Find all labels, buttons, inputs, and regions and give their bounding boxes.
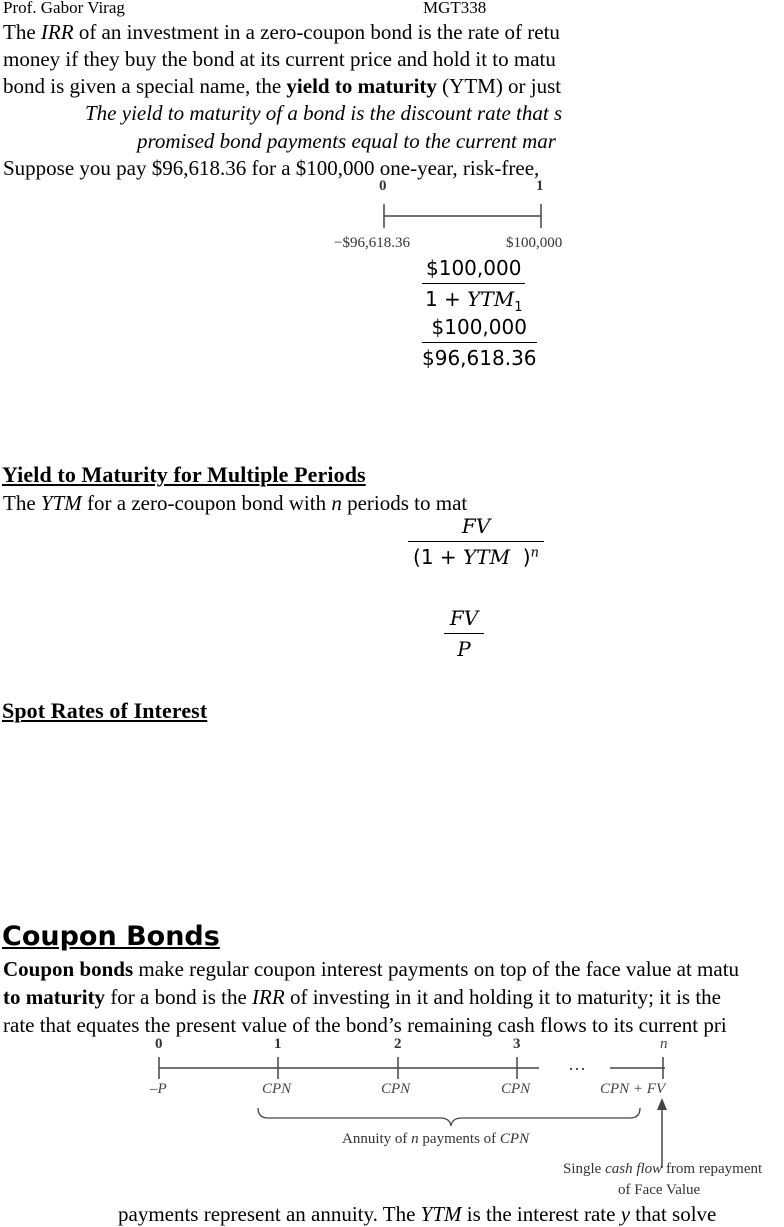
timeline-1-cf-1: $100,000 — [506, 235, 563, 251]
formula-price-numerator: $100,000 — [422, 315, 537, 343]
ytm-definition-line-1: The yield to maturity of a bond is the discount rate that s — [85, 101, 563, 125]
formula-fv-numerator: FV — [408, 514, 544, 542]
timeline-2-cf-3: CPN — [501, 1081, 531, 1097]
timeline-2-tick-1: 1 — [274, 1036, 282, 1052]
ytm-definition-line-2: promised bond payments equal to the current mar — [137, 129, 556, 153]
formula-ytm1-numerator: $100,000 — [422, 256, 525, 284]
timeline-2-cf-n: CPN + FV — [600, 1081, 666, 1097]
timeline-2-tick-n: n — [660, 1036, 668, 1052]
formula-fv-denominator: (1 + YTM )$^n$ — [413, 545, 539, 569]
timeline-2-single-cf-label: Single cash flow from repayment — [563, 1161, 763, 1177]
intro-line-1: The IRR of an investment in a zero-coupon bond is the rate of retu — [3, 20, 560, 44]
section-title-coupon-bonds: Coupon Bonds — [2, 921, 220, 952]
timeline-2-cf-2: CPN — [381, 1081, 411, 1097]
formula-ytm1-fraction — [422, 256, 525, 315]
formula-price-ratio — [422, 315, 537, 370]
timeline-1-tick-0: 0 — [379, 178, 387, 194]
timeline-1-axis — [378, 196, 548, 236]
intro-line-2: money if they buy the bond at its current price and hold it to matu — [3, 47, 556, 71]
formula-fv-over-p-numerator: FV — [444, 606, 484, 634]
formula-price-denominator: $96,618.36 — [422, 346, 537, 370]
coupon-line-3: rate that equates the present value of the bond’s remaining cash flows to its current pri — [3, 1013, 727, 1037]
coupon-line-2: to maturity for a bond is the IRR of investing in it and holding it to maturity; it is the — [3, 985, 722, 1009]
formula-ytm1-denominator: $1 + YTM_1$ — [424, 287, 523, 315]
timeline-2-tick-3: 3 — [513, 1036, 521, 1052]
timeline-2-tick-2: 2 — [394, 1036, 402, 1052]
section-title-multiple-periods: Yield to Maturity for Multiple Periods — [2, 462, 366, 487]
timeline-1-tick-1: 1 — [536, 178, 544, 194]
timeline-1-cf-0: −$96,618.36 — [334, 235, 410, 251]
formula-fv-over-p-denominator: P — [457, 637, 471, 661]
intro-line-3: bond is given a special name, the yield to maturity (YTM) or just — [3, 74, 562, 98]
timeline-2-tick-0: 0 — [155, 1036, 163, 1052]
timeline-2-cf-0: –P — [150, 1081, 167, 1097]
header-course: MGT338 — [423, 0, 487, 17]
timeline-2-face-value-label: of Face Value — [618, 1182, 701, 1198]
timeline-2-annuity-label: Annuity of n payments of CPN — [342, 1131, 530, 1147]
formula-fv-over-p — [444, 606, 484, 661]
suppose-line: Suppose you pay $96,618.36 for a $100,000 one-year, risk-free, — [3, 156, 540, 180]
section-title-spot-rates: Spot Rates of Interest — [2, 698, 208, 723]
multi-line-1: The YTM for a zero-coupon bond with n periods to mat — [3, 491, 468, 515]
timeline-2-cf-1: CPN — [262, 1081, 292, 1097]
formula-fv-discount — [408, 514, 544, 569]
header-author: Prof. Gabor Virag — [3, 0, 125, 17]
coupon-line-1: Coupon bonds make regular coupon interest payments on top of the face value at matu — [3, 957, 740, 981]
timeline-2-ellipsis: … — [568, 1054, 586, 1074]
coupon-last-line: payments represent an annuity. The YTM is the interest rate y that solve — [118, 1202, 717, 1226]
